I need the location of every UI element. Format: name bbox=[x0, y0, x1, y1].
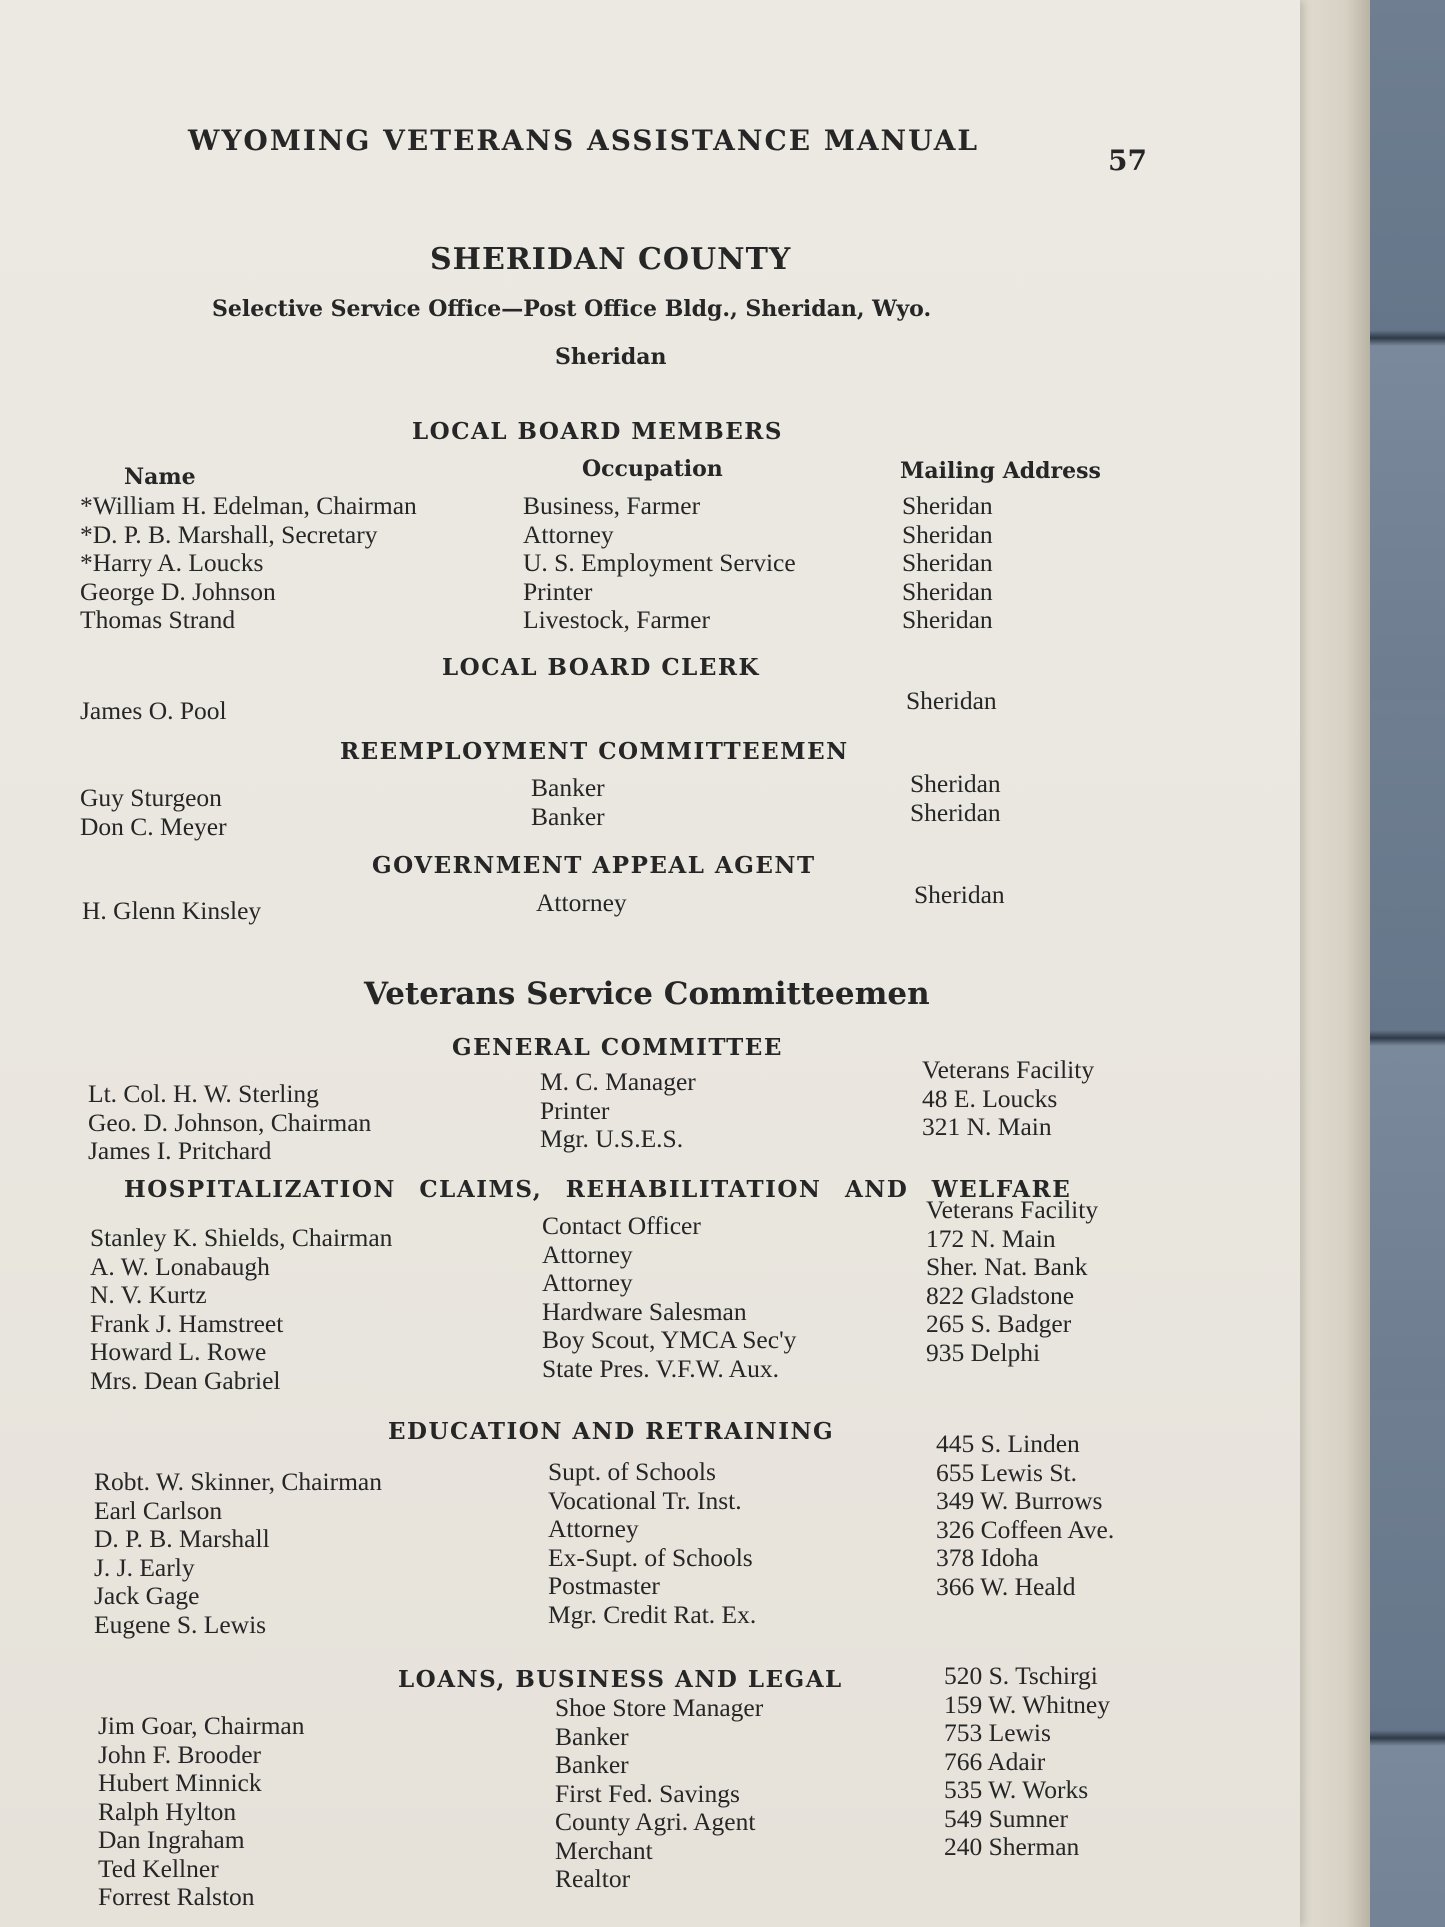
list-item: 655 Lewis St. bbox=[936, 1457, 1077, 1487]
list-item: Ex-Supt. of Schools bbox=[548, 1542, 753, 1572]
list-item: J. J. Early bbox=[94, 1552, 195, 1582]
list-item: Banker bbox=[555, 1721, 629, 1751]
list-item: Sheridan bbox=[902, 519, 993, 549]
loans-names bbox=[98, 1712, 304, 1912]
section-heading-local-board: LOCAL BOARD MEMBERS bbox=[412, 418, 783, 445]
list-item: 753 Lewis bbox=[944, 1718, 1051, 1747]
list-item: John F. Brooder bbox=[98, 1739, 261, 1769]
list-item: 520 S. Tschirgi bbox=[944, 1661, 1098, 1690]
list-item: Hubert Minnick bbox=[98, 1768, 262, 1797]
list-item: 321 N. Main bbox=[922, 1112, 1052, 1141]
local-board-names bbox=[80, 492, 417, 635]
veterans-committee-title: Veterans Service Committeemen bbox=[364, 976, 930, 1012]
reemployment-occupations bbox=[531, 774, 605, 831]
list-item: Geo. D. Johnson, Chairman bbox=[88, 1107, 372, 1137]
list-item: Contact Officer bbox=[542, 1211, 701, 1240]
education-occupations bbox=[548, 1458, 756, 1629]
list-item: Stanley K. Shields, Chairman bbox=[90, 1223, 393, 1252]
list-item: Printer bbox=[523, 576, 593, 606]
list-item: Forrest Ralston bbox=[98, 1882, 255, 1911]
appeal-agent-name: H. Glenn Kinsley bbox=[82, 896, 262, 925]
list-item: 172 N. Main bbox=[926, 1223, 1056, 1253]
wooden-table-background bbox=[1360, 0, 1445, 1927]
reemployment-addresses bbox=[910, 770, 1001, 827]
list-item: 766 Adair bbox=[944, 1746, 1046, 1776]
clerk-name: James O. Pool bbox=[80, 696, 227, 725]
appeal-agent-address: Sheridan bbox=[914, 880, 1005, 909]
list-item: Earl Carlson bbox=[94, 1495, 223, 1525]
list-item: 935 Delphi bbox=[926, 1337, 1041, 1367]
section-heading-appeal-agent: GOVERNMENT APPEAL AGENT bbox=[372, 852, 816, 879]
list-item: Attorney bbox=[523, 519, 614, 549]
list-item: Shoe Store Manager bbox=[555, 1693, 764, 1722]
list-item: 822 Gladstone bbox=[926, 1280, 1075, 1310]
list-item: Business, Farmer bbox=[523, 491, 701, 520]
local-board-occupations bbox=[523, 492, 796, 635]
list-item: First Fed. Savings bbox=[555, 1778, 740, 1808]
list-item: Jack Gage bbox=[94, 1581, 200, 1610]
list-item: *D. P. B. Marshall, Secretary bbox=[80, 519, 378, 549]
list-item: Attorney bbox=[548, 1514, 639, 1543]
list-item: Sheridan bbox=[910, 797, 1001, 827]
list-item: 535 W. Works bbox=[944, 1775, 1089, 1804]
list-item: Sheridan bbox=[910, 769, 1001, 798]
list-item: Sheridan bbox=[902, 491, 993, 520]
general-addresses bbox=[922, 1056, 1094, 1142]
list-item: Robt. W. Skinner, Chairman bbox=[94, 1467, 382, 1496]
reemployment-names bbox=[80, 784, 227, 841]
list-item: D. P. B. Marshall bbox=[94, 1524, 270, 1553]
list-item: State Pres. V.F.W. Aux. bbox=[542, 1353, 779, 1383]
list-item: Banker bbox=[555, 1750, 629, 1779]
list-item: Mrs. Dean Gabriel bbox=[90, 1365, 281, 1395]
list-item: Mgr. Credit Rat. Ex. bbox=[548, 1599, 757, 1629]
column-header-address: Mailing Address bbox=[900, 458, 1101, 484]
list-item: 349 W. Burrows bbox=[936, 1486, 1103, 1515]
list-item: Eugene S. Lewis bbox=[94, 1609, 267, 1639]
list-item: Livestock, Farmer bbox=[523, 605, 710, 634]
list-item: Banker bbox=[531, 801, 605, 831]
education-names bbox=[94, 1468, 382, 1639]
list-item: 326 Coffeen Ave. bbox=[936, 1514, 1115, 1544]
list-item: Sheridan bbox=[902, 548, 993, 577]
list-item: Attorney bbox=[542, 1268, 633, 1297]
list-item: County Agri. Agent bbox=[555, 1807, 756, 1836]
list-item: M. C. Manager bbox=[540, 1067, 696, 1096]
list-item: Guy Sturgeon bbox=[80, 783, 222, 812]
list-item: Don C. Meyer bbox=[80, 811, 227, 841]
section-heading-reemployment: REEMPLOYMENT COMMITTEEMEN bbox=[340, 738, 849, 765]
list-item: Ralph Hylton bbox=[98, 1796, 237, 1826]
list-item: *William H. Edelman, Chairman bbox=[80, 491, 417, 520]
section-heading-education: EDUCATION AND RETRAINING bbox=[388, 1418, 835, 1445]
list-item: Jim Goar, Chairman bbox=[98, 1711, 305, 1740]
list-item: Ted Kellner bbox=[98, 1853, 219, 1883]
list-item: U. S. Employment Service bbox=[523, 548, 796, 577]
page-edge bbox=[1290, 0, 1370, 1927]
appeal-agent-occupation: Attorney bbox=[536, 888, 627, 917]
list-item: 378 Idoha bbox=[936, 1543, 1039, 1572]
list-item: Mgr. U.S.E.S. bbox=[540, 1124, 684, 1153]
list-item: Vocational Tr. Inst. bbox=[548, 1485, 742, 1515]
list-item: Sheridan bbox=[902, 605, 993, 634]
list-item: Boy Scout, YMCA Sec'y bbox=[542, 1325, 797, 1354]
list-item: Howard L. Rowe bbox=[90, 1337, 267, 1366]
hospitalization-occupations bbox=[542, 1212, 796, 1383]
hospitalization-addresses bbox=[926, 1196, 1098, 1367]
list-item: Hardware Salesman bbox=[542, 1296, 747, 1326]
list-item: 240 Sherman bbox=[944, 1832, 1080, 1861]
list-item: Printer bbox=[540, 1095, 610, 1125]
list-item: Sheridan bbox=[902, 576, 993, 606]
education-addresses bbox=[936, 1430, 1114, 1601]
clerk-address: Sheridan bbox=[906, 686, 997, 715]
list-item: Frank J. Hamstreet bbox=[90, 1308, 284, 1338]
list-item: Realtor bbox=[555, 1864, 631, 1893]
list-item: 366 W. Heald bbox=[936, 1571, 1076, 1601]
list-item: Supt. of Schools bbox=[548, 1457, 716, 1486]
list-item: Merchant bbox=[555, 1835, 653, 1865]
list-item: Postmaster bbox=[548, 1571, 660, 1600]
section-heading-clerk: LOCAL BOARD CLERK bbox=[442, 654, 760, 681]
list-item: Dan Ingraham bbox=[98, 1825, 245, 1854]
page-number: 57 bbox=[1108, 144, 1147, 177]
list-item: Veterans Facility bbox=[926, 1195, 1099, 1224]
office-address: Selective Service Office—Post Office Bldg., Sheridan, Wyo. bbox=[212, 296, 932, 322]
list-item: 265 S. Badger bbox=[926, 1309, 1072, 1338]
list-item: 445 S. Linden bbox=[936, 1429, 1080, 1458]
list-item: *Harry A. Loucks bbox=[80, 548, 264, 577]
section-heading-general: GENERAL COMMITTEE bbox=[452, 1034, 783, 1061]
county-title: SHERIDAN COUNTY bbox=[430, 242, 792, 277]
list-item: Attorney bbox=[542, 1239, 633, 1269]
local-board-addresses bbox=[902, 492, 993, 635]
general-occupations bbox=[540, 1068, 696, 1154]
list-item: 48 E. Loucks bbox=[922, 1083, 1058, 1113]
column-header-name: Name bbox=[124, 464, 196, 490]
loans-addresses bbox=[944, 1662, 1110, 1862]
list-item: James I. Pritchard bbox=[88, 1136, 272, 1165]
general-names bbox=[88, 1080, 371, 1166]
list-item: Sher. Nat. Bank bbox=[926, 1252, 1088, 1281]
list-item: Lt. Col. H. W. Sterling bbox=[88, 1079, 319, 1108]
list-item: Thomas Strand bbox=[80, 605, 236, 634]
city-name: Sheridan bbox=[555, 344, 667, 370]
hospitalization-names bbox=[90, 1224, 392, 1395]
list-item: George D. Johnson bbox=[80, 576, 276, 606]
list-item: A. W. Lonabaugh bbox=[90, 1251, 270, 1281]
list-item: Banker bbox=[531, 773, 605, 802]
section-heading-hospitalization: HOSPITALIZATION CLAIMS, REHABILITATION AND WELFARE bbox=[124, 1176, 1072, 1203]
list-item: 549 Sumner bbox=[944, 1803, 1068, 1833]
loans-occupations bbox=[555, 1694, 763, 1894]
list-item: Veterans Facility bbox=[922, 1055, 1095, 1084]
column-header-occupation: Occupation bbox=[582, 456, 723, 482]
list-item: N. V. Kurtz bbox=[90, 1280, 207, 1309]
running-header: WYOMING VETERANS ASSISTANCE MANUAL bbox=[188, 124, 980, 157]
list-item: 159 W. Whitney bbox=[944, 1689, 1110, 1719]
section-heading-loans: LOANS, BUSINESS AND LEGAL bbox=[398, 1666, 843, 1693]
